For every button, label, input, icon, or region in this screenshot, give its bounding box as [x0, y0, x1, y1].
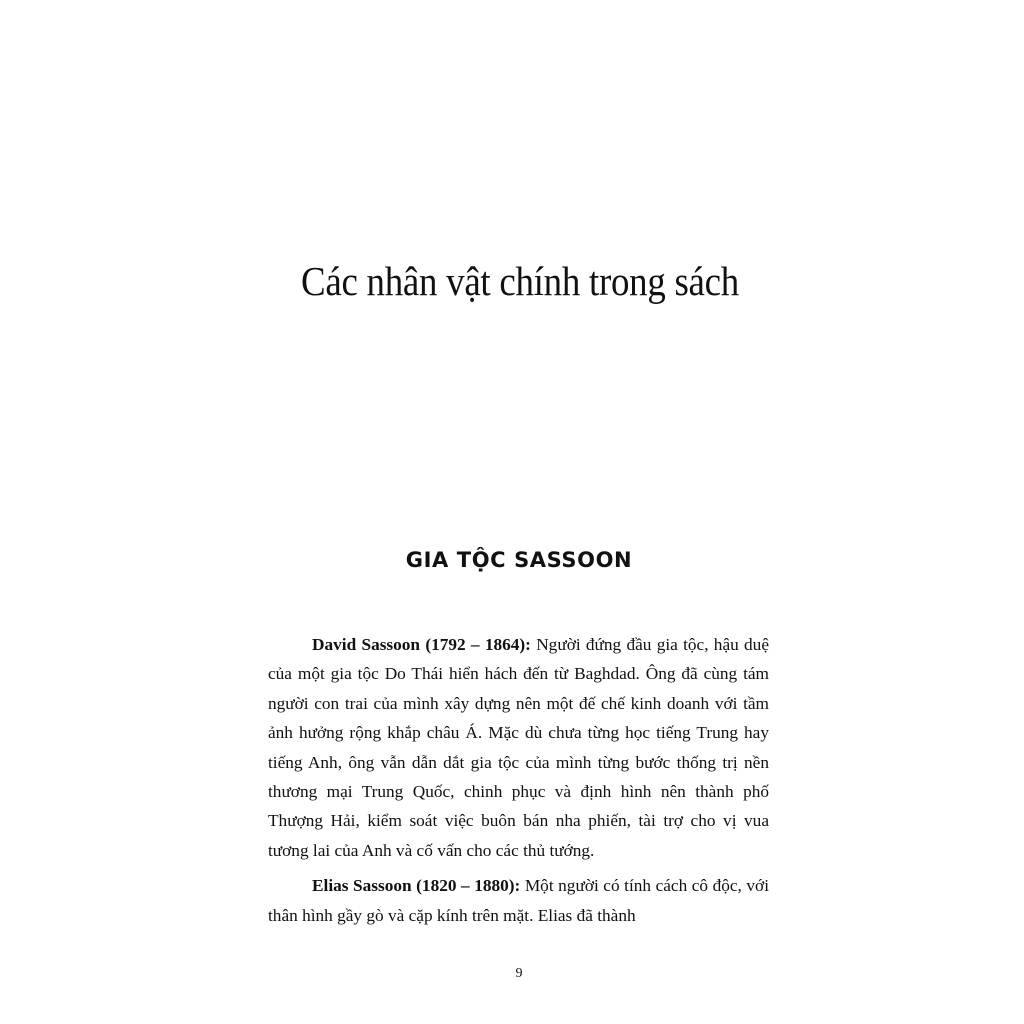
section-title: GIA TỘC SASSOON	[405, 548, 633, 572]
chapter-title: Các nhân vật chính trong sách	[301, 258, 739, 304]
entry-elias-sassoon	[268, 871, 769, 930]
entry-name: David Sassoon (1792 – 1864):	[312, 635, 531, 654]
entry-description: Người đứng đầu gia tộc, hậu duệ của một gia tộc Do Thái hiển hách đến từ Baghdad. Ông đã cùng tám người con trai của mình xây dựng nên một đế chế kinh doanh với tầm ảnh hưởng rộng khắp châu Á. Mặc dù chưa từng học tiếng Trung hay tiếng Anh, ông vẫn dẫn dắt gia tộc của mình từng bước thống trị nền thương mại Trung Quốc, chinh phục và định hình nên thành phố Thượng Hải, kiểm soát việc buôn bán nha phiến, tài trợ cho vị vua tương lai của Anh và cố vấn cho các thủ tướng.	[268, 635, 769, 860]
page-number: 9	[515, 966, 523, 981]
entry-description: Một người có tính cách cô độc, với thân hình gầy gò và cặp kính trên mặt. Elias đã thành	[268, 876, 769, 925]
entry-name: Elias Sassoon (1820 – 1880):	[312, 876, 521, 896]
entry-david-sassoon	[268, 630, 769, 865]
body-text	[268, 630, 769, 936]
